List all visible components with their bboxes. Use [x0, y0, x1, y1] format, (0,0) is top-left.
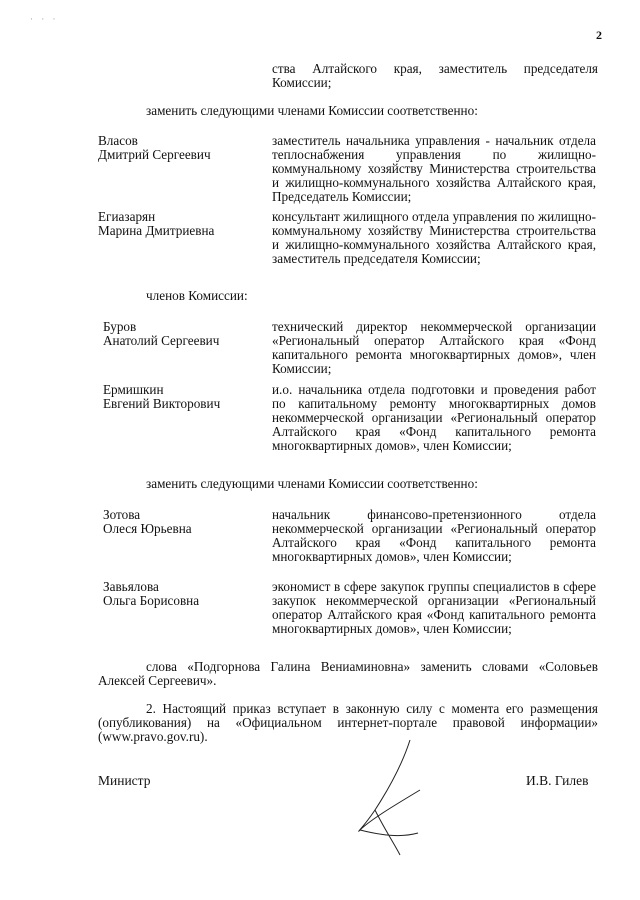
member-role: начальник финансово-претензионного отдела некоммерческой организации «Региональный оператор Алтайского края «Фонд капитального ремонта многоквартирных домов», член Комиссии; — [272, 507, 596, 564]
members-heading: членов Комиссии: — [146, 288, 248, 303]
signature-position: Министр — [98, 773, 151, 788]
member-name: Завьялова Ольга Борисовна — [103, 579, 200, 608]
member-name: Буров Анатолий Сергеевич — [103, 319, 220, 348]
member-role: и.о. начальника отдела подготовки и проведения работ по капитальному ремонту многоквартирных домов некоммерческой организации «Региональный оператор Алтайского края «Фонд капитального ремонта многоквартирных домов», член Комиссии; — [272, 382, 596, 453]
intro-continuation: ства Алтайского края, заместитель председателя Комиссии; — [272, 61, 598, 90]
member-name: Ермишкин Евгений Викторович — [103, 382, 221, 411]
words-replace-paragraph: слова «Подгорнова Галина Вениаминовна» заменить словами «Соловьев Алексей Сергеевич». — [98, 659, 598, 688]
member-role: экономист в сфере закупок группы специалистов в сфере закупок некоммерческой организации «Региональный оператор Алтайского края «Фонд капитального ремонта многоквартирных домов», член Комиссии; — [272, 579, 596, 636]
member-name: Власов Дмитрий Сергеевич — [98, 133, 211, 162]
scan-artifact: · · · — [30, 14, 59, 24]
member-role: технический директор некоммерческой организации «Региональный оператор Алтайского края «Фонд капитального ремонта многоквартирных домов», член Комиссии; — [272, 319, 596, 376]
replace-heading-2: заменить следующими членами Комиссии соответственно: — [146, 476, 478, 491]
member-name: Егиазарян Марина Дмитриевна — [98, 209, 215, 238]
signature-name: И.В. Гилев — [526, 773, 589, 788]
member-role: консультант жилищного отдела управления по жилищно-коммунальному хозяйству Министерства строительства и жилищно-коммунального хозяйства Алтайского края, заместитель председателя Комиссии; — [272, 209, 596, 266]
page-number: 2 — [596, 28, 602, 42]
item-2-paragraph: 2. Настоящий приказ вступает в законную силу с момента его размещения (опубликования) на «Официальном интернет-портале правовой информации» (www.pravo.gov.ru). — [98, 701, 598, 744]
member-name: Зотова Олеся Юрьевна — [103, 507, 192, 536]
replace-heading-1: заменить следующими членами Комиссии соответственно: — [146, 103, 478, 118]
handwritten-signature — [340, 735, 460, 865]
member-role: заместитель начальника управления - начальник отдела теплоснабжения управления по жилищно-коммунальному хозяйству Министерства строительства и жилищно-коммунального хозяйства Алтайского края, Председатель Комиссии; — [272, 133, 596, 204]
